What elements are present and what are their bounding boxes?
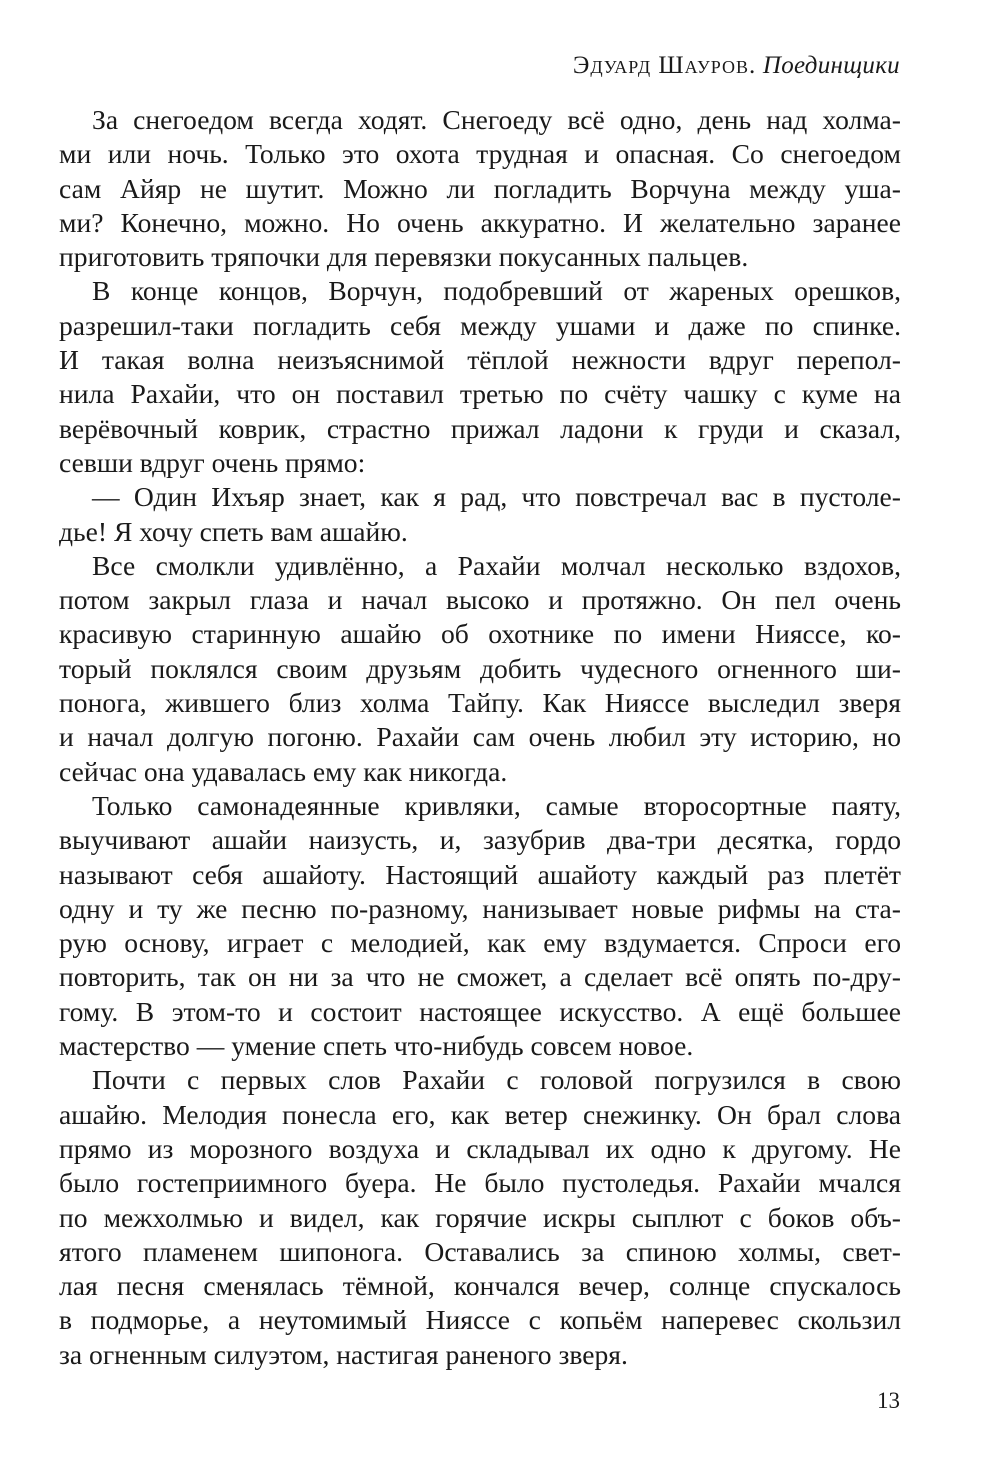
text-line: — Один Ихъяр знает, как я рад, что повстречал вас в пустоле-	[92, 481, 901, 513]
text-line: верёвочный коврик, страстно прижал ладони к груди и сказал,	[59, 412, 901, 444]
text-line: выучивают ашайи наизусть, и, зазубрив два-три десятка, гордо	[59, 824, 901, 856]
text-line: ми? Конечно, можно. Но очень аккуратно. И желательно заранее	[59, 206, 901, 238]
text-line: сам Айяр не шутит. Можно ли погладить Ворчуна между уша-	[59, 172, 901, 204]
text-line: сейчас она удавалась ему как никогда.	[59, 755, 508, 787]
body-text	[59, 103, 901, 1372]
text-line: В конце концов, Ворчун, подобревший от жареных орешков,	[92, 275, 901, 307]
text-line: севши вдруг очень прямо:	[59, 446, 366, 478]
text-line: торый поклялся своим друзьям добить чудесного огненного ши-	[59, 652, 901, 684]
text-line: понога, жившего близ холма Тайпу. Как Нияссе выследил зверя	[59, 687, 901, 719]
text-line: гому. В этом-то и состоит настоящее искусство. А ещё большее	[59, 995, 901, 1027]
text-line: лая песня сменялась тёмной, кончался вечер, солнце спускалось	[59, 1270, 901, 1302]
text-line: приготовить тряпочки для перевязки покусанных пальцев.	[59, 241, 749, 273]
text-line: было гостеприимного буера. Не было пустоледья. Рахайи мчался	[59, 1167, 901, 1199]
running-head	[573, 52, 900, 80]
text-line: разрешил-таки погладить себя между ушами и даже по спинке.	[59, 309, 901, 341]
page-number: 13	[877, 1388, 900, 1413]
paragraph	[59, 274, 901, 480]
paragraph	[59, 789, 901, 1063]
running-head-title: Поединщики	[762, 52, 900, 79]
text-line: Только самонадеянные кривляки, самые второсортные паяту,	[92, 789, 901, 821]
text-line: в подморье, а неутомимый Нияссе с копьём наперевес скользил	[59, 1304, 901, 1336]
text-line: мастерство — умение спеть что-нибудь совсем новое.	[59, 1030, 694, 1062]
text-line: ашайю. Мелодия понесла его, как ветер снежинку. Он брал слова	[59, 1098, 901, 1130]
text-line: и начал долгую погоню. Рахайи сам очень любил эту историю, но	[59, 721, 901, 753]
paragraph	[59, 549, 901, 789]
text-line: За снегоедом всегда ходят. Снегоеду всё одно, день над холма-	[92, 104, 901, 135]
paragraph	[59, 103, 901, 274]
text-line: потом закрыл глаза и начал высоко и протяжно. Он пел очень	[59, 584, 901, 616]
paragraph	[59, 1063, 901, 1372]
text-line: Почти с первых слов Рахайи с головой погрузился в свою	[92, 1064, 901, 1096]
paragraph	[59, 480, 901, 549]
text-line: повторить, так он ни за что не сможет, а сделает всё опять по-дру-	[59, 961, 901, 993]
text-line: красивую старинную ашайю об охотнике по имени Нияссе, ко-	[59, 618, 901, 650]
text-line: ми или ночь. Только это охота трудная и опасная. Со снегоедом	[59, 138, 901, 170]
text-line: рую основу, играет с мелодией, как ему вздумается. Спроси его	[59, 927, 901, 959]
text-line: И такая волна неизъяснимой тёплой нежности вдруг перепол-	[59, 344, 901, 376]
text-line: прямо из морозного воздуха и складывал их одно к другому. Не	[59, 1132, 901, 1164]
text-line: по межхолмью и видел, как горячие искры сыплют с боков объ-	[59, 1201, 901, 1233]
text-line: ятого пламенем шипонога. Оставались за спиною холмы, свет-	[59, 1235, 901, 1267]
text-line: одну и ту же песню по-разному, нанизывает новые рифмы на ста-	[59, 892, 901, 924]
text-line: нила Рахайи, что он поставил третью по счёту чашку с куме на	[59, 378, 901, 410]
running-head-author: Эдуард Шауров.	[572, 52, 757, 79]
text-line: за огненным силуэтом, настигая раненого зверя.	[59, 1338, 628, 1370]
text-line: дье! Я хочу спеть вам ашайю.	[59, 515, 408, 547]
text-line: Все смолкли удивлённо, а Рахайи молчал несколько вздохов,	[92, 549, 901, 581]
text-line: называют себя ашайоту. Настоящий ашайоту каждый раз плетёт	[59, 858, 901, 890]
